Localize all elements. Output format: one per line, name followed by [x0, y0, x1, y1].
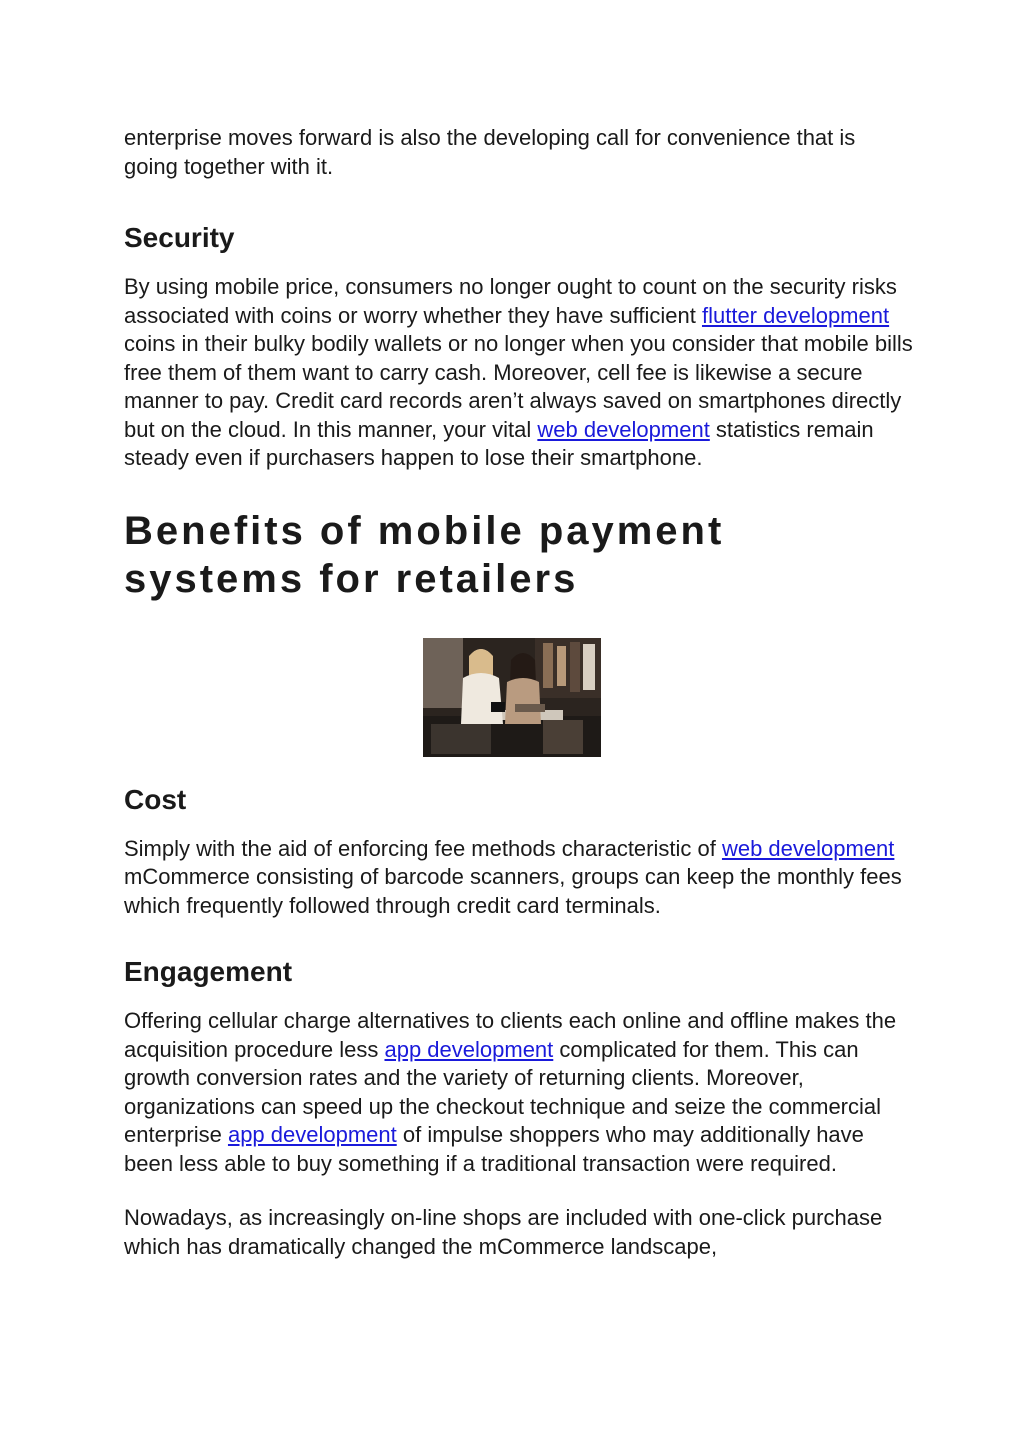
security-paragraph: [124, 273, 914, 473]
flutter-development-link[interactable]: flutter development: [701, 302, 890, 328]
benefits-heading: Benefits of mobile payment systems for retailers: [124, 508, 725, 601]
security-text-2: coins in their bulky bodily wallets or no longer when you consider that mobile bills free them of them want to carry cash. Moreover, cell fee is likewise a secure manner to pay. Credit card records aren’t always saved on smartphones directly but on the cloud. In this manner, your vital: [124, 331, 913, 442]
cost-paragraph: [124, 835, 914, 921]
security-text-3: statistics remain steady even if purchasers happen to lose their smartphone.: [124, 416, 874, 470]
engagement-text-2: complicated for them. This can growth conversion rates and the variety of returning clients. Moreover, organizations can speed up the checkout technique and seize the commercial enterprise: [124, 1036, 882, 1147]
engagement-text-1: Offering cellular charge alternatives to clients each online and offline makes the acquisition procedure less: [124, 1008, 897, 1062]
engagement-text-3: of impulse shoppers who may additionally have been less able to buy something if a traditional transaction were required.: [124, 1122, 864, 1176]
retail-payment-illustration: [423, 638, 601, 757]
app-development-link-1[interactable]: app development: [384, 1036, 554, 1062]
closing-paragraph: Nowadays, as increasingly on-line shops are included with one-click purchase which has dramatically changed the mCommerce landscape,: [124, 1205, 883, 1259]
intro-paragraph: enterprise moves forward is also the developing call for convenience that is going together with it.: [124, 125, 856, 179]
cost-web-development-link[interactable]: web development: [721, 835, 895, 861]
document-page: [124, 124, 914, 1261]
retail-payment-photo: [423, 638, 601, 757]
web-development-link[interactable]: web development: [537, 416, 710, 442]
security-text-1: By using mobile price, consumers no longer ought to count on the security risks associated with coins or worry whether they have sufficient: [124, 274, 897, 328]
app-development-link-2[interactable]: app development: [227, 1122, 397, 1147]
cost-text-1: Simply with the aid of enforcing fee methods characteristic of: [124, 835, 722, 861]
cost-text-2: mCommerce consisting of barcode scanners, groups can keep the monthly fees which frequently followed through credit card terminals.: [124, 864, 902, 918]
engagement-paragraph: [124, 1007, 914, 1178]
cost-heading: Cost: [124, 783, 187, 815]
engagement-heading: Engagement: [124, 956, 293, 987]
security-heading: Security: [124, 222, 235, 253]
